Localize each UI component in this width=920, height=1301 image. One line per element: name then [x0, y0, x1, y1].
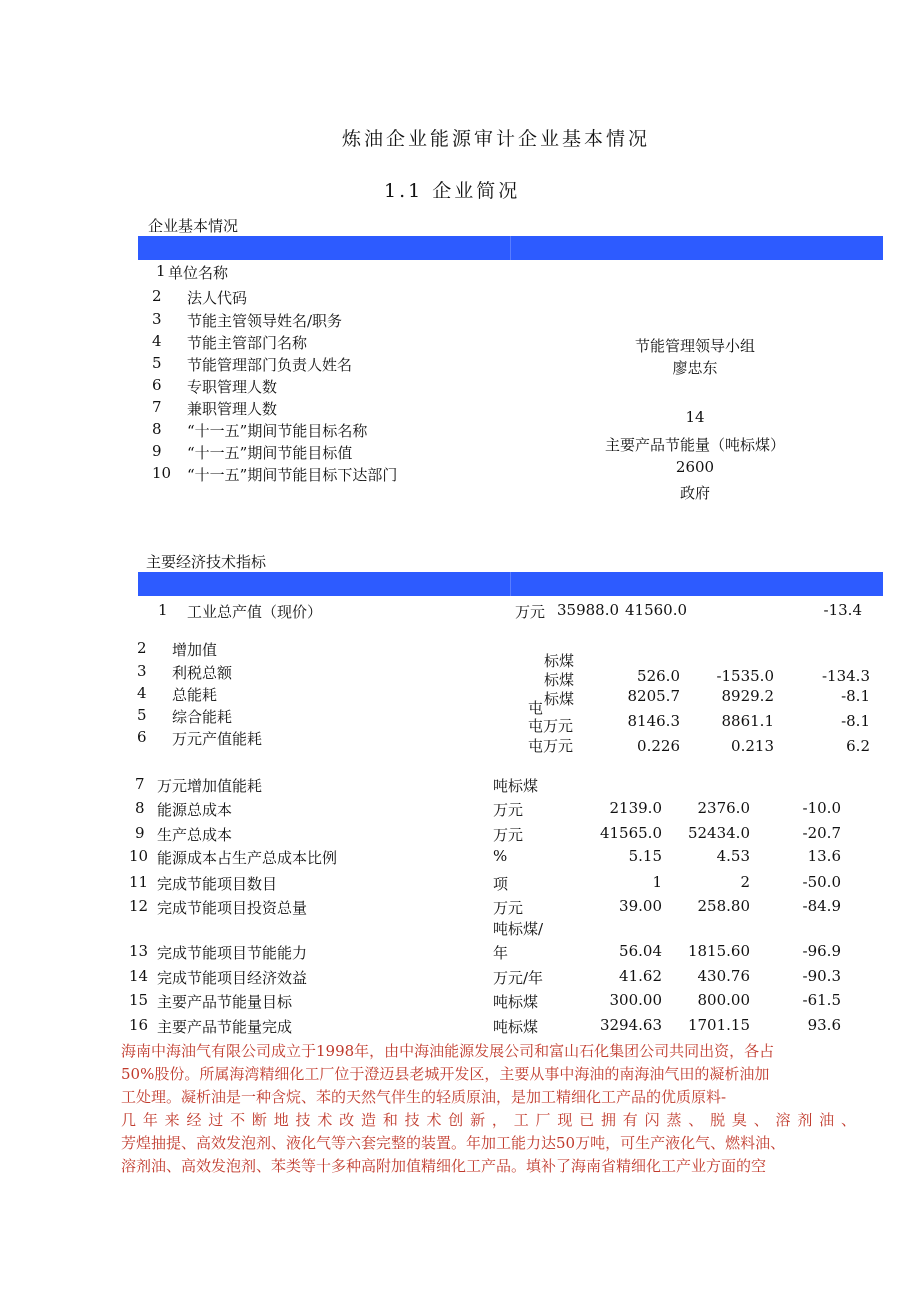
econ-row-value-2: 1701.15 [687, 1016, 750, 1034]
econ-row-unit: 吨标煤/ [493, 920, 544, 938]
econ-row-name: 主要产品节能量完成 [157, 1018, 293, 1036]
econ-row-value-3: 93.6 [807, 1016, 841, 1034]
econ-row-unit: 屯万元 [528, 717, 574, 735]
econ-row-unit: 万元 [493, 899, 524, 917]
econ-row-value-2: 800.00 [697, 991, 750, 1009]
econ-row-value-3: -10.0 [802, 799, 841, 817]
econ-row-name: 主要产品节能量目标 [157, 993, 293, 1011]
basic-info-row-label: “十一五”期间节能目标下达部门 [187, 466, 398, 484]
econ-row-value-3: -84.9 [802, 897, 841, 915]
econ-row-value-3: -96.9 [802, 942, 841, 960]
basic-info-row-number: 5 [152, 354, 162, 372]
econ-row-value-3: -50.0 [802, 873, 841, 891]
econ-row-value-1: 3294.63 [599, 1016, 662, 1034]
econ-row-number: 11 [129, 873, 149, 891]
econ-row-name: 完成节能项目节能能力 [157, 944, 308, 962]
document-title: 炼油企业能源审计企业基本情况 [342, 128, 651, 150]
econ-row-unit: 标煤 [544, 690, 575, 708]
econ-row-value-3: -61.5 [802, 991, 841, 1009]
econ-row-number: 2 [137, 639, 147, 657]
econ-row-number: 15 [129, 991, 149, 1009]
section-title: 1.1 企业简况 [384, 180, 521, 202]
econ-row-unit: 吨标煤 [493, 777, 539, 795]
econ-row-unit: 屯 [528, 699, 544, 717]
econ-row-name: 综合能耗 [172, 708, 233, 726]
basic-info-row-number: 6 [152, 376, 162, 394]
econ-row-unit: 年 [493, 944, 509, 962]
econ-row-name: 利税总额 [172, 664, 233, 682]
econ-row-number: 5 [137, 706, 147, 724]
description-line: 几年来经过不断地技术改造和技术创新，工厂现已拥有闪蒸、脱臭、溶剂油、 [121, 1111, 856, 1129]
basic-info-row-number: 1 [156, 262, 166, 280]
econ-row-unit: 万元/年 [493, 969, 544, 987]
basic-info-row-label: 节能主管部门名称 [187, 334, 308, 352]
econ-row-name: 生产总成本 [157, 826, 233, 844]
econ-row-value-2: 4.53 [716, 847, 750, 865]
econ-row-number: 7 [135, 775, 145, 793]
econ-row-value-2: -1535.0 [716, 667, 774, 685]
econ-row-value-2: 8929.2 [721, 687, 774, 705]
basic-info-row-label: 兼职管理人数 [187, 400, 278, 418]
econ-row-unit: 标煤 [544, 652, 575, 670]
econ-row-name: 能源成本占生产总成本比例 [157, 849, 338, 867]
econ-row-unit: 标煤 [544, 671, 575, 689]
econ-row-value-2: 2376.0 [697, 799, 750, 817]
basic-info-row-number: 8 [152, 420, 162, 438]
basic-info-row-number: 2 [152, 287, 162, 305]
econ-row-value-3: -8.1 [841, 687, 870, 705]
econ-row-unit: 屯万元 [528, 737, 574, 755]
basic-info-row-label: 专职管理人数 [187, 378, 278, 396]
econ-row-value-1: 300.00 [609, 991, 662, 1009]
basic-info-row-label: 节能管理部门负责人姓名 [187, 356, 353, 374]
econ-row-value-3: -8.1 [841, 712, 870, 730]
econ-row-value-3: -134.3 [821, 667, 870, 685]
econ-row-number: 3 [137, 662, 147, 680]
row-name: 工业总产值（现价） [187, 603, 323, 621]
econ-row-unit: % [493, 847, 508, 865]
basic-info-heading: 企业基本情况 [148, 217, 239, 235]
econ-row-value-1: 39.00 [619, 897, 662, 915]
row-value-1: 35988.0 [557, 601, 620, 619]
basic-info-row-number: 7 [152, 398, 162, 416]
econ-row-name: 完成节能项目投资总量 [157, 899, 308, 917]
econ-row-value-2: 2 [740, 873, 750, 891]
econ-row-number: 12 [129, 897, 149, 915]
econ-row-value-2: 8861.1 [721, 712, 774, 730]
econ-row-value-2: 0.213 [731, 737, 774, 755]
econ-row-value-2: 430.76 [697, 967, 750, 985]
econ-row-name: 万元增加值能耗 [157, 777, 263, 795]
econ-row-value-3: -20.7 [802, 824, 841, 842]
econ-row-number: 4 [137, 684, 147, 702]
econ-row-value-1: 526.0 [637, 667, 680, 685]
econ-row-value-3: -90.3 [802, 967, 841, 985]
econ-row-value-1: 41.62 [619, 967, 662, 985]
econ-row-value-3: 6.2 [846, 737, 870, 755]
econ-row-value-1: 1 [652, 873, 662, 891]
basic-info-header-bar [138, 236, 883, 260]
econ-row-name: 总能耗 [172, 686, 218, 704]
description-line: 溶剂油、高效发泡剂、苯类等十多种高附加值精细化工产品。填补了海南省精细化工产业方面的空 [121, 1157, 767, 1175]
econ-row-value-2: 1815.60 [687, 942, 750, 960]
econ-row-name: 完成节能项目经济效益 [157, 969, 308, 987]
econ-header-bar [138, 572, 883, 596]
econ-row-value-2: 52434.0 [687, 824, 750, 842]
basic-info-row-number: 3 [152, 310, 162, 328]
econ-row-number: 14 [129, 967, 149, 985]
basic-info-value: 廖忠东 [672, 359, 718, 377]
econ-row-number: 8 [135, 799, 145, 817]
basic-info-value: 14 [685, 408, 705, 426]
description-line: 芳煌抽提、高效发泡剂、液化气等六套完整的装置。年加工能力达50万吨，可生产液化气、燃料油、 [121, 1134, 786, 1152]
econ-row-value-1: 8205.7 [627, 687, 680, 705]
econ-row-value-1: 0.226 [637, 737, 680, 755]
basic-info-row-label: 单位名称 [168, 264, 229, 282]
econ-row-value-1: 2139.0 [609, 799, 662, 817]
basic-info-value: 节能管理领导小组 [634, 337, 755, 355]
econ-row-name: 完成节能项目数目 [157, 875, 278, 893]
description-line: 海南中海油气有限公司成立于1998年，由中海油能源发展公司和富山石化集团公司共同出资，各占 [121, 1042, 775, 1060]
econ-row-name: 增加值 [172, 641, 218, 659]
econ-row-value-1: 8146.3 [627, 712, 680, 730]
econ-row-unit: 项 [493, 875, 509, 893]
basic-info-row-number: 9 [152, 442, 162, 460]
description-line: 工处理。凝析油是一种含烷、苯的天然气伴生的轻质原油，是加工精细化工产品的优质原料- [121, 1088, 727, 1106]
basic-info-value: 政府 [679, 484, 710, 502]
row-unit: 万元 [515, 603, 546, 621]
basic-info-row-label: “十一五”期间节能目标值 [187, 444, 353, 462]
econ-heading: 主要经济技术指标 [146, 553, 267, 571]
econ-row-number: 9 [135, 824, 145, 842]
description-line: 50%股份。所属海湾精细化工厂位于澄迈县老城开发区，主要从事中海油的南海油气田的凝析油加 [121, 1065, 770, 1083]
econ-row-unit: 吨标煤 [493, 993, 539, 1011]
econ-row-unit: 万元 [493, 801, 524, 819]
econ-row-number: 10 [129, 847, 149, 865]
econ-row-value-3: 13.6 [807, 847, 841, 865]
econ-row-value-2: 258.80 [697, 897, 750, 915]
basic-info-row-label: 节能主管领导姓名/职务 [187, 312, 343, 330]
basic-info-value: 主要产品节能量（吨标煤） [604, 436, 785, 454]
econ-row-value-1: 56.04 [619, 942, 662, 960]
econ-row-name: 能源总成本 [157, 801, 233, 819]
econ-row-number: 16 [129, 1016, 149, 1034]
row-value-3: -13.4 [823, 601, 862, 619]
basic-info-row-number: 10 [152, 464, 172, 482]
econ-row-number: 6 [137, 728, 147, 746]
basic-info-row-label: “十一五”期间节能目标名称 [187, 422, 368, 440]
econ-row-name: 万元产值能耗 [172, 730, 263, 748]
econ-row-number: 13 [129, 942, 149, 960]
econ-row-value-1: 41565.0 [599, 824, 662, 842]
basic-info-value: 2600 [675, 458, 715, 476]
row-value-2: 41560.0 [625, 601, 688, 619]
row-number: 1 [158, 601, 168, 619]
basic-info-row-label: 法人代码 [187, 289, 248, 307]
econ-row-value-1: 5.15 [628, 847, 662, 865]
econ-row-unit: 万元 [493, 826, 524, 844]
econ-row-unit: 吨标煤 [493, 1018, 539, 1036]
basic-info-row-number: 4 [152, 332, 162, 350]
